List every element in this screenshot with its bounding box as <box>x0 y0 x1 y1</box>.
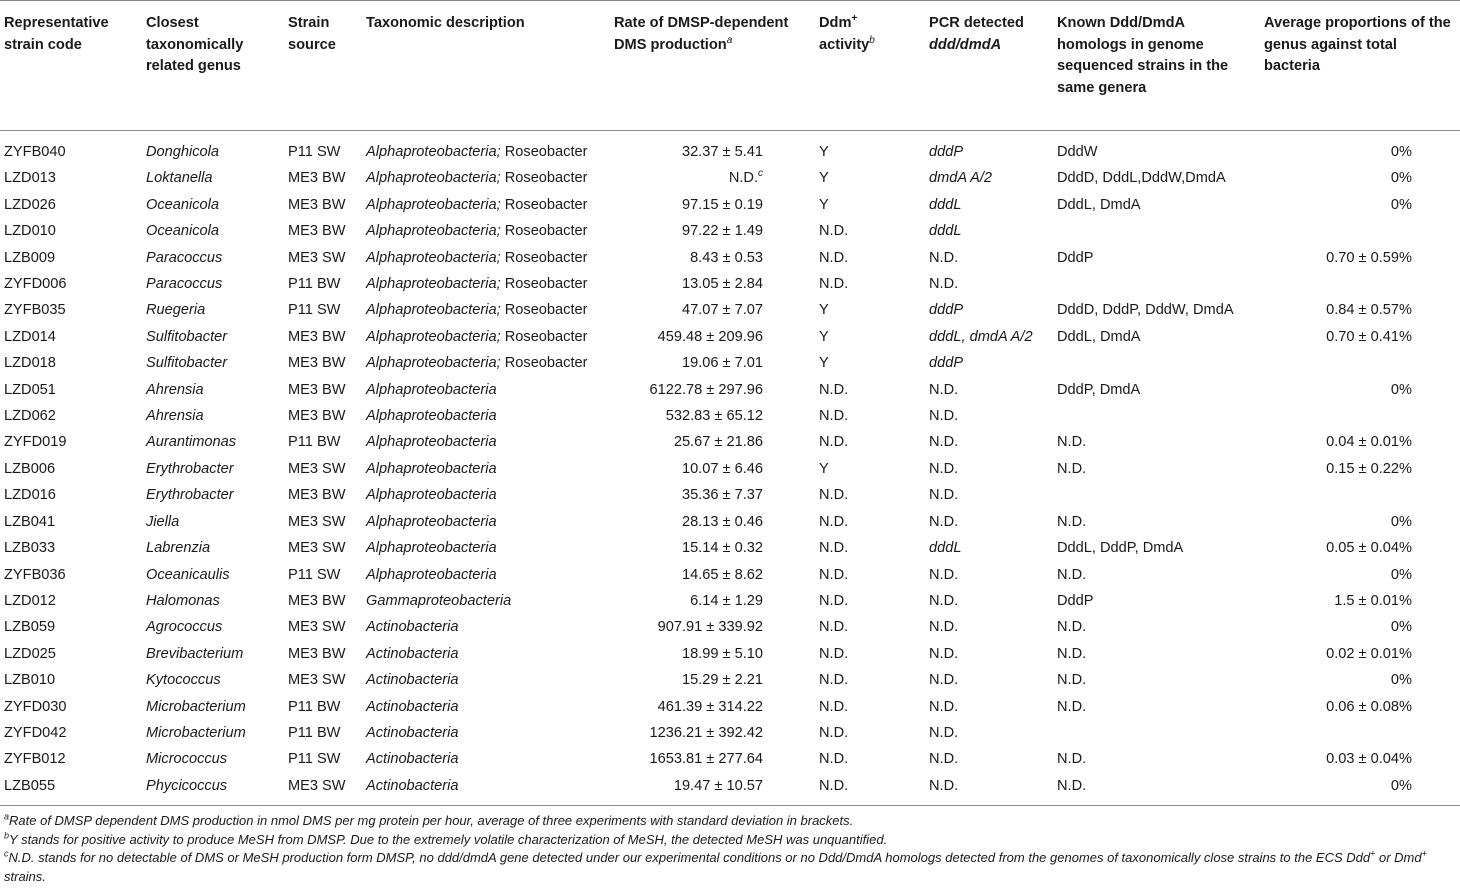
cell-dms-rate: 459.48 ± 209.96 <box>657 328 763 345</box>
cell-genus: Labrenzia <box>146 540 211 557</box>
cell-taxonomic-description: Actinobacteria <box>366 619 459 636</box>
table-row <box>0 588 1460 614</box>
cell-pcr: dddP <box>929 355 964 372</box>
cell-ddm-activity: N.D. <box>819 276 849 293</box>
cell-average-proportion: 0% <box>1390 672 1412 689</box>
cell-taxonomic-description: Alphaproteobacteria <box>366 460 497 477</box>
table-row <box>0 377 1460 403</box>
cell-average-proportion: 0% <box>1390 619 1412 636</box>
cell-ddm-activity: N.D. <box>819 645 849 662</box>
cell-average-proportion: 0% <box>1390 144 1412 160</box>
cell-strain-code: LZD014 <box>4 328 56 345</box>
cell-pcr: N.D. <box>929 276 959 293</box>
cell-strain-source: ME3 BW <box>288 408 346 425</box>
table-row <box>0 509 1460 535</box>
footnote-b: $^b$Y stands for positive activity to produce MeSH from DMSP. Due to the extremely volatile characterization of MeSH, the detected MeSH was unquantified. <box>4 830 888 847</box>
cell-average-proportion: 0.15 ± 0.22% <box>1326 460 1412 477</box>
cell-taxonomic-description: Alphaproteobacteria; Roseobacter <box>366 328 588 345</box>
cell-strain-code: LZD025 <box>4 645 56 662</box>
cell-strain-source: ME3 BW <box>288 592 346 609</box>
cell-dms-rate: 18.99 ± 5.10 <box>681 645 763 662</box>
cell-dms-rate: 6.14 ± 1.29 <box>690 592 763 609</box>
cell-genus: Microbacterium <box>146 724 246 741</box>
cell-ddm-activity: Y <box>819 355 829 372</box>
cell-strain-code: ZYFB012 <box>4 751 66 768</box>
cell-dms-rate: 97.15 ± 0.19 <box>681 196 763 213</box>
cell-pcr: N.D. <box>929 408 959 425</box>
cell-ddm-activity: N.D. <box>819 540 849 557</box>
cell-pcr: N.D. <box>929 619 959 636</box>
cell-homologs: DddL, DmdA <box>1057 196 1141 213</box>
cell-homologs: N.D. <box>1057 751 1087 768</box>
cell-ddm-activity: N.D. <box>819 751 849 768</box>
cell-average-proportion <box>1260 218 1460 244</box>
cell-genus: Erythrobacter <box>146 487 234 504</box>
cell-taxonomic-description: Actinobacteria <box>366 724 459 741</box>
cell-average-proportion: 0.03 ± 0.04% <box>1326 751 1412 768</box>
cell-taxonomic-description: Alphaproteobacteria; Roseobacter <box>366 302 588 319</box>
cell-average-proportion: 0% <box>1390 196 1412 213</box>
cell-homologs: DddP <box>1057 249 1094 266</box>
cell-dms-rate: 907.91 ± 339.92 <box>657 619 763 636</box>
cell-genus: Kytococcus <box>146 672 221 689</box>
cell-average-proportion <box>1260 271 1460 297</box>
cell-genus: Phycicoccus <box>142 773 284 806</box>
table-row <box>0 694 1460 720</box>
table-row <box>0 165 1460 191</box>
cell-pcr: dddP <box>929 302 964 319</box>
cell-taxonomic-description: Alphaproteobacteria <box>366 381 497 398</box>
cell-homologs: N.D. <box>1057 645 1087 662</box>
cell-genus: Ahrensia <box>146 408 204 425</box>
cell-ddm-activity: N.D. <box>819 487 849 504</box>
cell-strain-code: LZB059 <box>4 619 56 636</box>
cell-strain-code: LZD062 <box>4 408 56 425</box>
cell-taxonomic-description: Alphaproteobacteria; Roseobacter <box>366 276 588 293</box>
cell-strain-code: LZD016 <box>4 487 56 504</box>
cell-average-proportion: 0% <box>1390 566 1412 583</box>
footnote-c: $^c$N.D. stands for no detectable of DMS or MeSH production form DMSP, no ddd/dmdA gene detected under our experimental conditions or no Ddd/DmdA homologs detected from the genomes of taxonomically close strains to the ECS Ddd+ or Dmd+ strains. <box>4 848 1427 884</box>
cell-strain-source: ME3 BW <box>288 328 346 345</box>
cell-genus: Oceanicola <box>146 223 220 240</box>
cell-strain-code: ZYFB036 <box>4 566 66 583</box>
cell-ddm-activity: N.D. <box>815 773 925 806</box>
cell-dms-rate: 97.22 ± 1.49 <box>681 223 763 240</box>
cell-pcr: dddL, dmdA A/2 <box>929 328 1033 345</box>
cell-average-proportion <box>1260 350 1460 376</box>
cell-strain-source: ME3 SW <box>288 619 346 636</box>
cell-taxonomic-description: Alphaproteobacteria <box>366 487 497 504</box>
cell-strain-source: ME3 SW <box>288 672 346 689</box>
cell-average-proportion: 1.5 ± 0.01% <box>1334 592 1412 609</box>
cell-pcr: N.D. <box>929 434 959 451</box>
header-pcr: PCR detected ddd/dmdA <box>925 1 1053 131</box>
cell-ddm-activity: Y <box>819 328 829 345</box>
cell-genus: Micrococcus <box>146 751 228 768</box>
cell-genus: Loktanella <box>146 170 213 187</box>
cell-homologs: N.D. <box>1057 434 1087 451</box>
cell-strain-source: ME3 BW <box>288 355 346 372</box>
cell-strain-source: ME3 BW <box>288 487 346 504</box>
cell-average-proportion: 0.06 ± 0.08% <box>1326 698 1412 715</box>
cell-homologs: N.D. <box>1057 566 1087 583</box>
cell-dms-rate: 35.36 ± 7.37 <box>681 487 763 504</box>
cell-dms-rate: 28.13 ± 0.46 <box>681 513 763 530</box>
cell-pcr: N.D. <box>929 460 959 477</box>
cell-strain-code: ZYFD006 <box>4 276 67 293</box>
cell-pcr: N.D. <box>929 645 959 662</box>
cell-taxonomic-description: Gammaproteobacteria <box>366 592 512 609</box>
footnote-mark-b: b <box>869 34 875 46</box>
cell-dms-rate: 13.05 ± 2.84 <box>681 276 763 293</box>
cell-strain-source: ME3 BW <box>288 381 346 398</box>
cell-strain-code: LZD026 <box>4 196 56 213</box>
cell-pcr: dddL <box>929 540 962 557</box>
cell-strain-code: LZD012 <box>4 592 56 609</box>
header-dms-rate: Rate of DMSP-dependent DMS production$^a$ <box>610 1 815 131</box>
cell-genus: Brevibacterium <box>146 645 244 662</box>
cell-ddm-activity: N.D. <box>819 434 849 451</box>
table-row <box>0 746 1460 772</box>
cell-taxonomic-description: Alphaproteobacteria <box>366 513 497 530</box>
table-row <box>0 429 1460 455</box>
cell-homologs <box>1053 218 1260 244</box>
cell-dms-rate: 19.06 ± 7.01 <box>681 355 763 372</box>
cell-pcr: N.D. <box>929 249 959 266</box>
cell-ddm-activity: N.D. <box>819 566 849 583</box>
cell-genus: Sulfitobacter <box>146 355 228 372</box>
cell-dms-rate: 14.65 ± 8.62 <box>681 566 763 583</box>
cell-ddm-activity: N.D. <box>819 724 849 741</box>
cell-pcr: N.D. <box>929 672 959 689</box>
cell-average-proportion: 0% <box>1390 513 1412 530</box>
cell-homologs: N.D. <box>1057 513 1087 530</box>
table-row <box>0 192 1460 218</box>
table-row <box>0 667 1460 693</box>
cell-homologs: DddL, DddP, DmdA <box>1057 540 1184 557</box>
cell-strain-code: LZB009 <box>4 249 56 266</box>
header-row <box>0 1 1460 131</box>
cell-taxonomic-description: Alphaproteobacteria; Roseobacter <box>366 249 588 266</box>
cell-strain-code: LZB010 <box>4 672 56 689</box>
cell-homologs: DddD, DddL,DddW,DmdA <box>1057 170 1226 187</box>
cell-genus: Donghicola <box>146 144 220 160</box>
cell-pcr: dmdA A/2 <box>929 170 992 187</box>
cell-average-proportion <box>1260 482 1460 508</box>
cell-average-proportion <box>1260 720 1460 746</box>
cell-pcr: N.D. <box>925 773 1053 806</box>
cell-strain-source: P11 SW <box>288 751 341 768</box>
cell-strain-code: LZB033 <box>4 540 56 557</box>
cell-strain-code: ZYFB035 <box>4 302 66 319</box>
cell-homologs: DddW <box>1057 144 1098 160</box>
cell-strain-code: LZB041 <box>4 513 56 530</box>
cell-homologs: N.D. <box>1057 672 1087 689</box>
cell-pcr: N.D. <box>929 698 959 715</box>
cell-dms-rate: N.D.$^c$ <box>728 168 763 187</box>
cell-dms-rate: 1653.81 ± 277.64 <box>649 751 763 768</box>
cell-taxonomic-description: Alphaproteobacteria <box>366 434 497 451</box>
cell-pcr: N.D. <box>929 724 959 741</box>
cell-strain-source: ME3 SW <box>288 540 346 557</box>
cell-taxonomic-description: Alphaproteobacteria <box>366 408 497 425</box>
cell-strain-source: P11 BW <box>288 724 341 741</box>
cell-taxonomic-description: Alphaproteobacteria <box>366 540 497 557</box>
cell-strain-code: LZD051 <box>4 381 56 398</box>
cell-homologs <box>1053 720 1260 746</box>
cell-ddm-activity: Y <box>819 196 829 213</box>
table-row <box>0 773 1460 806</box>
cell-homologs: DddL, DmdA <box>1057 328 1141 345</box>
cell-homologs <box>1053 403 1260 429</box>
cell-ddm-activity: Y <box>819 302 829 319</box>
cell-strain-code: LZD013 <box>4 170 56 187</box>
cell-dms-rate: 15.14 ± 0.32 <box>681 540 763 557</box>
cell-strain-source: ME3 SW <box>288 460 346 477</box>
cell-genus: Ruegeria <box>146 302 206 319</box>
cell-genus: Agrococcus <box>146 619 223 636</box>
cell-ddm-activity: N.D. <box>819 249 849 266</box>
cell-pcr: dddL <box>929 196 962 213</box>
cell-homologs: N.D. <box>1057 460 1087 477</box>
cell-ddm-activity: N.D. <box>819 592 849 609</box>
cell-strain-code: LZD010 <box>4 223 56 240</box>
cell-taxonomic-description: Alphaproteobacteria; Roseobacter <box>366 196 588 213</box>
footnote-mark-a: a <box>726 34 733 46</box>
cell-taxonomic-description: Actinobacteria <box>362 773 610 806</box>
cell-strain-source: ME3 BW <box>288 170 346 187</box>
cell-pcr: N.D. <box>929 751 959 768</box>
cell-average-proportion <box>1260 403 1460 429</box>
cell-ddm-activity: N.D. <box>819 619 849 636</box>
cell-strain-source: ME3 SW <box>288 249 346 266</box>
cell-strain-source: P11 BW <box>288 698 341 715</box>
table-row <box>0 482 1460 508</box>
cell-genus: Ahrensia <box>146 381 204 398</box>
table-row <box>0 641 1460 667</box>
cell-genus: Sulfitobacter <box>146 328 228 345</box>
cell-strain-code: ZYFB040 <box>4 144 66 160</box>
cell-average-proportion: 0.05 ± 0.04% <box>1326 540 1412 557</box>
cell-pcr: N.D. <box>929 381 959 398</box>
header-homologs: Known Ddd/DmdA homologs in genome sequenced strains in the same genera <box>1053 1 1260 131</box>
cell-genus: Oceanicaulis <box>146 566 230 583</box>
table-row <box>0 720 1460 746</box>
cell-dms-rate: 10.07 ± 6.46 <box>681 460 763 477</box>
cell-homologs: DddP, DmdA <box>1057 381 1141 398</box>
table-row <box>0 131 1460 166</box>
cell-average-proportion: 0.84 ± 0.57% <box>1326 302 1412 319</box>
cell-homologs: N.D. <box>1053 773 1260 806</box>
cell-strain-source: P11 BW <box>288 276 341 293</box>
cell-taxonomic-description: Alphaproteobacteria; Roseobacter <box>366 223 588 240</box>
cell-strain-code: LZD018 <box>4 355 56 372</box>
cell-pcr: dddP <box>929 144 964 160</box>
table-row <box>0 403 1460 429</box>
cell-ddm-activity: N.D. <box>819 672 849 689</box>
cell-genus: Aurantimonas <box>146 434 237 451</box>
cell-taxonomic-description: Alphaproteobacteria <box>366 566 497 583</box>
table-row <box>0 297 1460 323</box>
table-row <box>0 350 1460 376</box>
cell-average-proportion: 0% <box>1390 170 1412 187</box>
cell-ddm-activity: Y <box>819 144 829 160</box>
table-row <box>0 218 1460 244</box>
cell-genus: Halomonas <box>146 592 220 609</box>
cell-genus: Jiella <box>146 513 180 530</box>
cell-taxonomic-description: Actinobacteria <box>366 751 459 768</box>
cell-taxonomic-description: Actinobacteria <box>366 672 459 689</box>
table-row <box>0 614 1460 640</box>
cell-homologs: N.D. <box>1057 698 1087 715</box>
footnote-a: $^a$Rate of DMSP dependent DMS production in nmol DMS per mg protein per hour, average of three experiments with standard deviation in brackets. <box>4 811 854 828</box>
cell-pcr: dddL <box>929 223 962 240</box>
cell-dms-rate: 1236.21 ± 392.42 <box>649 724 763 741</box>
cell-dms-rate: 8.43 ± 0.53 <box>690 249 763 266</box>
cell-ddm-activity: N.D. <box>819 381 849 398</box>
table-header <box>0 1 1460 131</box>
cell-genus: Erythrobacter <box>146 460 234 477</box>
cell-strain-source: ME3 SW <box>284 773 362 806</box>
table-row <box>0 562 1460 588</box>
cell-average-proportion: 0.04 ± 0.01% <box>1326 434 1412 451</box>
cell-strain-source: P11 SW <box>288 302 341 319</box>
cell-homologs: DddD, DddP, DddW, DmdA <box>1057 302 1234 319</box>
cell-dms-rate: 47.07 ± 7.07 <box>681 302 763 319</box>
cell-average-proportion: 0% <box>1260 773 1460 806</box>
cell-ddm-activity: Y <box>819 170 829 187</box>
cell-genus: Paracoccus <box>146 249 223 266</box>
cell-pcr: N.D. <box>929 513 959 530</box>
cell-strain-source: P11 SW <box>288 144 341 160</box>
cell-ddm-activity: N.D. <box>819 698 849 715</box>
cell-ddm-activity: N.D. <box>819 513 849 530</box>
table-row <box>0 535 1460 561</box>
cell-dms-rate: 32.37 ± 5.41 <box>681 144 763 160</box>
cell-pcr: N.D. <box>929 592 959 609</box>
cell-ddm-activity: N.D. <box>819 223 849 240</box>
cell-strain-code: LZB055 <box>0 773 142 806</box>
cell-genus: Microbacterium <box>146 698 246 715</box>
cell-homologs <box>1053 271 1260 297</box>
header-ddm-activity: Ddm+ activity$^b$ <box>815 1 925 131</box>
cell-dms-rate: 6122.78 ± 297.96 <box>649 381 763 398</box>
cell-average-proportion: 0.02 ± 0.01% <box>1326 645 1412 662</box>
cell-dms-rate: 19.47 ± 10.57 <box>610 773 815 806</box>
cell-dms-rate: 25.67 ± 21.86 <box>673 434 763 451</box>
cell-pcr: N.D. <box>929 566 959 583</box>
header-taxonomic-description: Taxonomic description <box>362 1 610 131</box>
table-row <box>0 456 1460 482</box>
header-strain-source: Strain source <box>284 1 362 131</box>
cell-strain-source: P11 SW <box>288 566 341 583</box>
cell-taxonomic-description: Alphaproteobacteria; Roseobacter <box>366 170 588 187</box>
cell-average-proportion: 0.70 ± 0.59% <box>1326 249 1412 266</box>
cell-strain-source: ME3 BW <box>288 223 346 240</box>
table-row <box>0 271 1460 297</box>
cell-strain-code: ZYFD019 <box>4 434 67 451</box>
cell-taxonomic-description: Alphaproteobacteria; Roseobacter <box>366 144 588 160</box>
cell-dms-rate: 15.29 ± 2.21 <box>681 672 763 689</box>
header-average-proportion: Average proportions of the genus against total bacteria <box>1260 1 1460 131</box>
cell-average-proportion: 0% <box>1390 381 1412 398</box>
header-genus: Closest taxonomically related genus <box>142 1 284 131</box>
table-footnotes <box>4 812 1458 886</box>
cell-homologs: DddP <box>1057 592 1094 609</box>
cell-homologs <box>1053 482 1260 508</box>
cell-strain-source: ME3 SW <box>288 513 346 530</box>
cell-strain-source: ME3 BW <box>288 196 346 213</box>
cell-strain-code: ZYFD042 <box>4 724 67 741</box>
cell-average-proportion: 0.70 ± 0.41% <box>1326 328 1412 345</box>
cell-homologs <box>1053 350 1260 376</box>
cell-strain-source: P11 BW <box>288 434 341 451</box>
table-row <box>0 245 1460 271</box>
cell-taxonomic-description: Alphaproteobacteria; Roseobacter <box>366 355 588 372</box>
cell-strain-code: LZB006 <box>4 460 56 477</box>
table-row <box>0 324 1460 350</box>
cell-ddm-activity: N.D. <box>819 408 849 425</box>
cell-strain-code: ZYFD030 <box>4 698 67 715</box>
header-strain-code: Representative strain code <box>0 1 142 131</box>
cell-taxonomic-description: Actinobacteria <box>366 698 459 715</box>
cell-dms-rate: 461.39 ± 314.22 <box>657 698 763 715</box>
cell-dms-rate: 532.83 ± 65.12 <box>665 408 763 425</box>
cell-strain-source: ME3 BW <box>288 645 346 662</box>
cell-ddm-activity: Y <box>819 460 829 477</box>
cell-pcr: N.D. <box>929 487 959 504</box>
cell-genus: Oceanicola <box>146 196 220 213</box>
cell-taxonomic-description: Actinobacteria <box>366 645 459 662</box>
table-body <box>0 131 1460 806</box>
cell-homologs: N.D. <box>1057 619 1087 636</box>
cell-genus: Paracoccus <box>146 276 223 293</box>
